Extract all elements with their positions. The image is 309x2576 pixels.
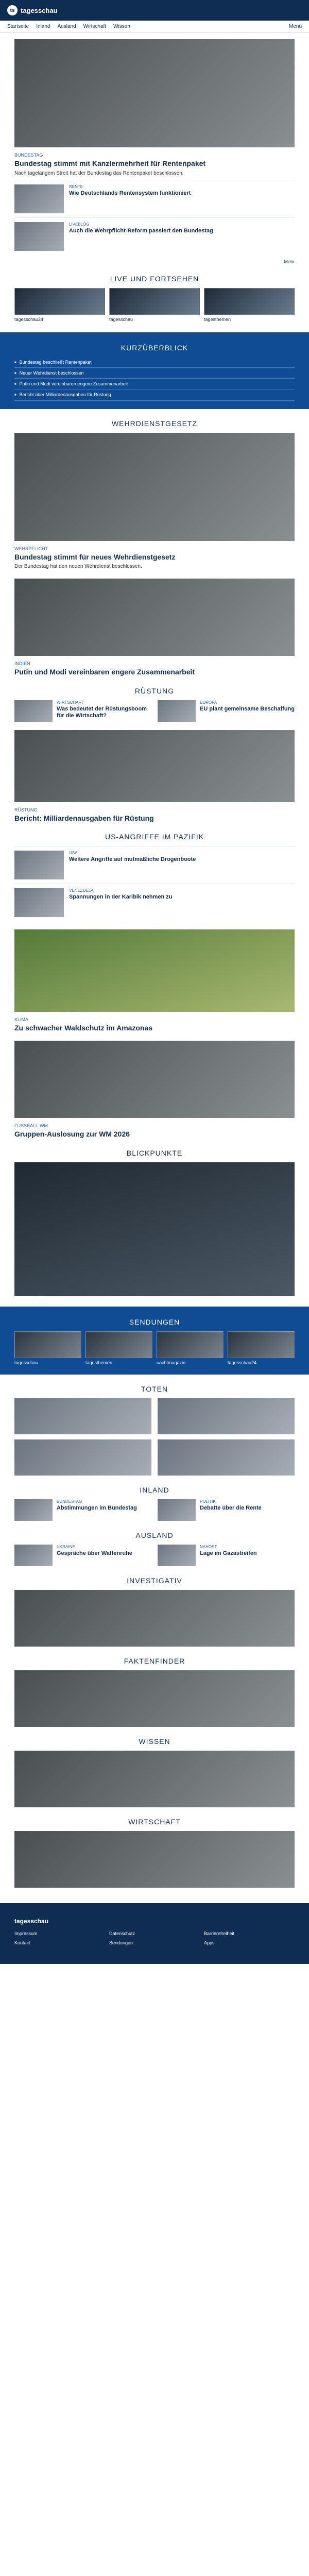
grid-card-thumbnail <box>158 1499 196 1521</box>
wissen-section <box>14 1737 295 1807</box>
football-headline[interactable]: Gruppen-Auslosung zur WM 2026 <box>14 1130 130 1139</box>
toten-grid <box>14 1398 295 1476</box>
amazon-image[interactable] <box>14 929 295 1012</box>
toten-thumbnail[interactable] <box>158 1439 295 1476</box>
faktenfinder-heading: FAKTENFINDER <box>124 1656 185 1665</box>
grid-card-thumbnail <box>14 1545 53 1566</box>
grid-card-text <box>200 1499 295 1521</box>
grid-card-thumbnail <box>14 700 53 722</box>
list-item-thumbnail <box>14 184 64 213</box>
brief-item[interactable]: ■ Bericht über Milliardenausgaben für Rüstung <box>14 389 295 400</box>
list-item-title[interactable]: Auch die Wehrpflicht-Reform passiert den Bundestag <box>69 228 213 234</box>
toten-heading: TOTEN <box>141 1384 168 1393</box>
live-video-card[interactable] <box>204 288 295 323</box>
wehrdienst-kicker: WEHRPFLICHT <box>14 546 48 551</box>
grid-card[interactable] <box>14 700 151 722</box>
inland-grid <box>14 1499 295 1521</box>
inland-heading: INLAND <box>140 1485 169 1494</box>
toten-section <box>14 1385 295 1476</box>
list-item-text <box>69 222 295 251</box>
faktenfinder-image[interactable] <box>14 1670 295 1727</box>
ausland-section <box>14 1531 295 1566</box>
grid-card-kicker: WIRTSCHAFT <box>57 700 84 705</box>
list-item-title[interactable]: Wie Deutschlands Rentensystem funktioniert <box>69 190 191 197</box>
toten-thumbnail[interactable] <box>158 1398 295 1434</box>
footer-link[interactable]: Barrierefreiheit <box>204 1930 235 1936</box>
brief-item[interactable]: ■ Bundestag beschließt Rentenpaket <box>14 357 295 368</box>
list-item-text <box>69 851 295 879</box>
list-item-thumbnail <box>14 851 64 879</box>
grid-card-kicker: UKRAINE <box>57 1544 75 1549</box>
brand-name: tagesschau <box>21 6 58 14</box>
sendung-thumbnail <box>85 1331 152 1358</box>
sendung-label: tagesschau24 <box>228 1360 257 1366</box>
putin-headline[interactable]: Putin und Modi vereinbaren engere Zusammenarbeit <box>14 667 195 676</box>
wirtschaft-heading: WIRTSCHAFT <box>128 1817 181 1826</box>
ruestung-heading: RÜSTUNG <box>134 686 175 695</box>
footer-link[interactable]: Apps <box>204 1940 215 1945</box>
grid-card-title[interactable]: Debatte über die Rente <box>200 1504 262 1511</box>
investigativ-section <box>14 1577 295 1647</box>
brief-list <box>14 357 295 401</box>
sendung-label: nachtmagazin <box>157 1360 186 1366</box>
amazon-kicker: KLIMA <box>14 1017 29 1023</box>
toten-thumbnail[interactable] <box>14 1439 151 1476</box>
footer-link[interactable]: Datenschutz <box>109 1930 135 1936</box>
grid-card[interactable] <box>158 700 295 722</box>
top-story-headline[interactable]: Bundestag stimmt mit Kanzlermehrheit für Rentenpaket <box>14 159 206 167</box>
toten-thumbnail[interactable] <box>14 1398 151 1434</box>
list-item-text <box>69 888 295 917</box>
list-item-title[interactable]: Weitere Angriffe auf mutmaßliche Drogenboote <box>69 856 196 863</box>
putin-image[interactable] <box>14 579 295 656</box>
video-label: tagesthemen <box>204 317 231 323</box>
grid-card[interactable] <box>158 1499 295 1521</box>
video-thumbnail <box>14 288 105 315</box>
wehrdienst-teaser: Der Bundestag hat den neuen Wehrdienst beschlossen. <box>14 564 142 570</box>
grid-card-thumbnail <box>14 1499 53 1521</box>
inland-section <box>14 1486 295 1521</box>
live-section-heading: LIVE UND FORTSEHEN <box>110 275 199 283</box>
live-section <box>0 275 309 323</box>
grid-card-title[interactable]: Lage im Gazastreifen <box>200 1550 257 1556</box>
grid-card-kicker: EUROPA <box>200 700 217 705</box>
live-video-card[interactable] <box>109 288 200 323</box>
list-item[interactable] <box>14 217 295 255</box>
main-navigation <box>0 21 309 33</box>
video-thumbnail <box>204 288 295 315</box>
nav-item-wirtschaft[interactable]: Wirtschaft <box>83 24 107 29</box>
wehrdienst-heading: WEHRDIENSTGESETZ <box>111 419 198 428</box>
footer-title: tagesschau <box>14 1917 49 1925</box>
brief-item[interactable]: ■ Putin und Modi vereinbaren engere Zusammenarbeit <box>14 379 295 389</box>
live-video-row <box>14 288 295 323</box>
ruestung-grid <box>14 700 295 722</box>
sendung-card[interactable] <box>85 1331 152 1366</box>
investigativ-image[interactable] <box>14 1590 295 1647</box>
grid-card-text <box>200 1545 295 1566</box>
ausland-heading: AUSLAND <box>135 1531 174 1539</box>
grid-card-text <box>57 1499 151 1521</box>
grid-card-title[interactable]: Abstimmungen im Bundestag <box>57 1504 137 1511</box>
logo-icon: ts <box>7 5 18 15</box>
rueckblick-image[interactable] <box>14 1162 295 1296</box>
brief-item[interactable]: ■ Neuer Wehrdienst beschlossen <box>14 368 295 379</box>
investigativ-heading: INVESTIGATIV <box>127 1576 182 1585</box>
list-item[interactable] <box>14 846 295 884</box>
sendungen-section <box>0 1307 309 1375</box>
top-story-teaser: Nach tagelangem Streit hat der Bundestag das Rentenpaket beschlossen. <box>14 170 184 176</box>
main-content <box>14 39 295 264</box>
wissen-image[interactable] <box>14 1751 295 1807</box>
sendung-card[interactable] <box>14 1331 81 1366</box>
sendung-thumbnail <box>228 1331 295 1358</box>
football-image[interactable] <box>14 1041 295 1118</box>
live-video-card[interactable] <box>14 288 105 323</box>
footer-link[interactable]: Kontakt <box>14 1940 30 1945</box>
footer-links <box>14 1931 295 1945</box>
top-bar <box>0 0 309 21</box>
list-item-title[interactable]: Spannungen in der Karibik nehmen zu <box>69 894 173 901</box>
grid-card[interactable] <box>14 1499 151 1521</box>
grid-card-thumbnail <box>158 1545 196 1566</box>
grid-card-text <box>200 700 295 722</box>
top-story-image[interactable] <box>14 39 295 147</box>
sendung-card[interactable] <box>157 1331 224 1366</box>
list-item-thumbnail <box>14 222 64 251</box>
ruestung-headline[interactable]: Bericht: Milliardenausgaben für Rüstung <box>14 814 154 822</box>
footer-spacer <box>0 1888 309 1903</box>
sendungen-row <box>14 1331 295 1366</box>
nav-item-startseite[interactable]: Startseite <box>7 24 29 29</box>
grid-card-title[interactable]: Gespräche über Waffenruhe <box>57 1550 132 1556</box>
ruestung-image[interactable] <box>14 730 295 802</box>
sendung-thumbnail <box>14 1331 81 1358</box>
sendung-card[interactable] <box>228 1331 295 1366</box>
grid-card-title[interactable]: Was bedeutet der Rüstungsboom für die Wirtschaft? <box>57 705 147 719</box>
rueckblick-section <box>14 1149 295 1296</box>
video-label: tagesschau <box>109 317 133 323</box>
sendung-thumbnail <box>157 1331 224 1358</box>
grid-card-kicker: BUNDESTAG <box>57 1499 82 1504</box>
football-kicker: FUSSBALL-WM <box>14 1123 48 1129</box>
list-item-thumbnail <box>14 888 64 917</box>
list-item-kicker: LIVEBLOG <box>69 222 90 227</box>
more-link[interactable]: Mehr <box>284 259 295 265</box>
us-section <box>14 833 295 1139</box>
footer-link[interactable]: Sendungen <box>109 1940 133 1945</box>
grid-card-kicker: POLITIK <box>200 1499 216 1504</box>
grid-card-text <box>57 1545 151 1566</box>
nav-item-wissen[interactable]: Wissen <box>113 24 130 29</box>
brief-section <box>0 332 309 409</box>
brief-heading: KURZÜBERBLICK <box>121 343 188 352</box>
putin-kicker: INDIEN <box>14 660 30 666</box>
grid-card-kicker: NAHOST <box>200 1544 217 1549</box>
grid-card-thumbnail <box>158 700 196 722</box>
wehrdienst-headline[interactable]: Bundestag stimmt für neues Wehrdienstgesetz <box>14 552 176 561</box>
logo[interactable] <box>7 5 58 15</box>
grid-card-title[interactable]: EU plant gemeinsame Beschaffung <box>200 705 295 712</box>
grid-card[interactable] <box>158 1545 295 1566</box>
list-item-kicker: USA <box>69 851 78 856</box>
video-thumbnail <box>109 288 200 315</box>
footer-link[interactable]: Impressum <box>14 1930 38 1936</box>
wissen-heading: WISSEN <box>139 1737 170 1745</box>
ruestung-section <box>14 687 295 823</box>
list-item-kicker: RENTE <box>69 184 83 190</box>
us-heading: US-ANGRIFFE IM PAZIFIK <box>105 833 204 841</box>
nav-item-inland[interactable]: Inland <box>36 24 50 29</box>
list-item[interactable] <box>14 180 295 217</box>
footer <box>0 1903 309 1964</box>
wirtschaft-image[interactable] <box>14 1831 295 1888</box>
sendungen-heading: SENDUNGEN <box>129 1318 180 1327</box>
grid-card-text <box>57 700 151 722</box>
sendung-label: tagesthemen <box>85 1360 113 1366</box>
list-item-kicker: VENEZUELA <box>69 888 94 893</box>
ruestung-kicker: RÜSTUNG <box>14 807 38 812</box>
ausland-grid <box>14 1545 295 1566</box>
menu-button[interactable]: Menü <box>288 24 302 29</box>
wehrdienst-section <box>14 419 295 676</box>
faktenfinder-section <box>14 1657 295 1727</box>
amazon-headline[interactable]: Zu schwacher Waldschutz im Amazonas <box>14 1024 153 1032</box>
sendung-label: tagesschau <box>14 1360 39 1366</box>
wehrdienst-image[interactable] <box>14 433 295 541</box>
list-item-text <box>69 184 295 213</box>
wirtschaft-section <box>14 1818 295 1888</box>
video-label: tagesschau24 <box>14 317 44 323</box>
top-story-kicker: BUNDESTAG <box>14 152 43 158</box>
list-item[interactable] <box>14 884 295 921</box>
rueckblick-heading: BLICKPUNKTE <box>126 1149 183 1158</box>
nav-item-ausland[interactable]: Ausland <box>57 24 76 29</box>
grid-card[interactable] <box>14 1545 151 1566</box>
